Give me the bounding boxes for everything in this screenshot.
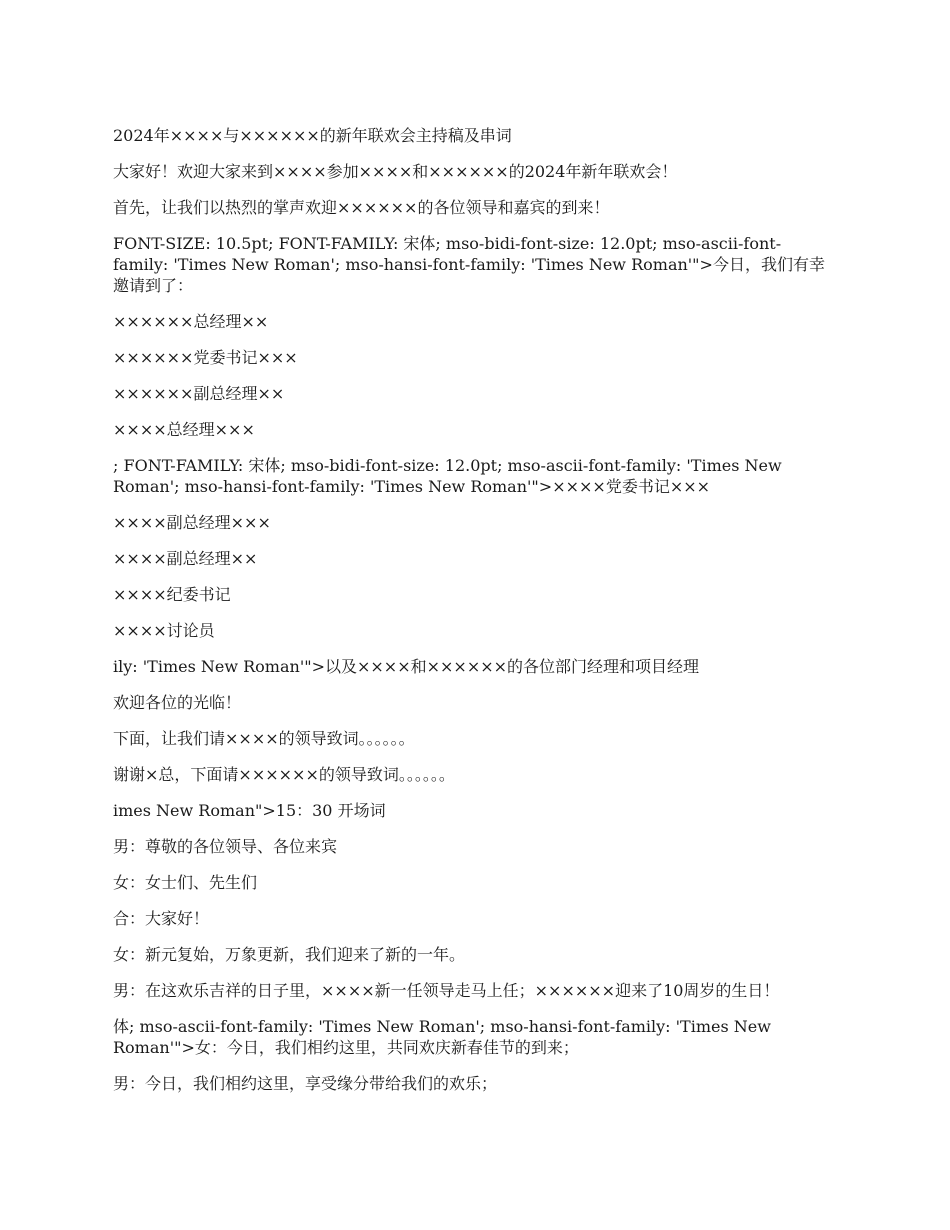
guest-list-item: ××××纪委书记 <box>113 585 231 604</box>
guest-list-item: ××××××副总经理×× <box>113 384 285 403</box>
paragraph-invited-guests: FONT-SIZE: 10.5pt; FONT-FAMILY: 宋体; mso-bidi-font-size: 12.0pt; mso-ascii-font-family: 'Times New Roman'; mso-hansi-font-family: 'Times New Roman'">今日，我们有幸邀请到了： <box>113 234 825 295</box>
script-line: 合：大家好！ <box>113 909 210 928</box>
script-line: 女：女士们、先生们 <box>113 873 258 892</box>
script-line: 男：在这欢乐吉祥的日子里，××××新一任领导走马上任；××××××迎来了10周岁的生日！ <box>113 981 780 1000</box>
script-line: 体; mso-ascii-font-family: 'Times New Roman'; mso-hansi-font-family: 'Times New Roman'">女：今日，我们相约这里，共同欢庆新春佳节的到来； <box>113 1017 771 1057</box>
script-line: 男：今日，我们相约这里，享受缘分带给我们的欢乐； <box>113 1074 498 1093</box>
guest-list-item: ; FONT-FAMILY: 宋体; mso-bidi-font-size: 12.0pt; mso-ascii-font-family: 'Times New Roman'; mso-hansi-font-family: 'Times New Roman'">××××党委书记××× <box>113 456 782 496</box>
guest-list-item: ××××××总经理×× <box>113 312 269 331</box>
script-line: 男：尊敬的各位领导、各位来宾 <box>113 837 338 856</box>
paragraph-welcome-guests: 欢迎各位的光临！ <box>113 693 242 712</box>
section-heading-opening: imes New Roman">15：30 开场词 <box>113 801 386 820</box>
guest-list-item: ××××××党委书记××× <box>113 348 298 367</box>
guest-list-item: ××××副总经理××× <box>113 513 271 532</box>
paragraph-managers: ily: 'Times New Roman'">以及××××和××××××的各位部门经理和项目经理 <box>113 657 700 676</box>
guest-list-item: ××××总经理××× <box>113 420 255 439</box>
document-body <box>113 125 835 1109</box>
paragraph-leader-speech: 下面，让我们请××××的领导致词。。。。。。 <box>113 729 415 748</box>
script-line: 女：新元复始，万象更新，我们迎来了新的一年。 <box>113 945 466 964</box>
paragraph-second-leader-speech: 谢谢×总，下面请××××××的领导致词。。。。。。 <box>113 765 455 784</box>
paragraph-welcome: 大家好！欢迎大家来到××××参加××××和××××××的2024年新年联欢会！ <box>113 162 678 181</box>
document-title: 2024年××××与××××××的新年联欢会主持稿及串词 <box>113 126 512 145</box>
paragraph-applause: 首先，让我们以热烈的掌声欢迎××××××的各位领导和嘉宾的到来！ <box>113 198 610 217</box>
guest-list-item: ××××副总经理×× <box>113 549 258 568</box>
guest-list-item: ××××讨论员 <box>113 621 215 640</box>
